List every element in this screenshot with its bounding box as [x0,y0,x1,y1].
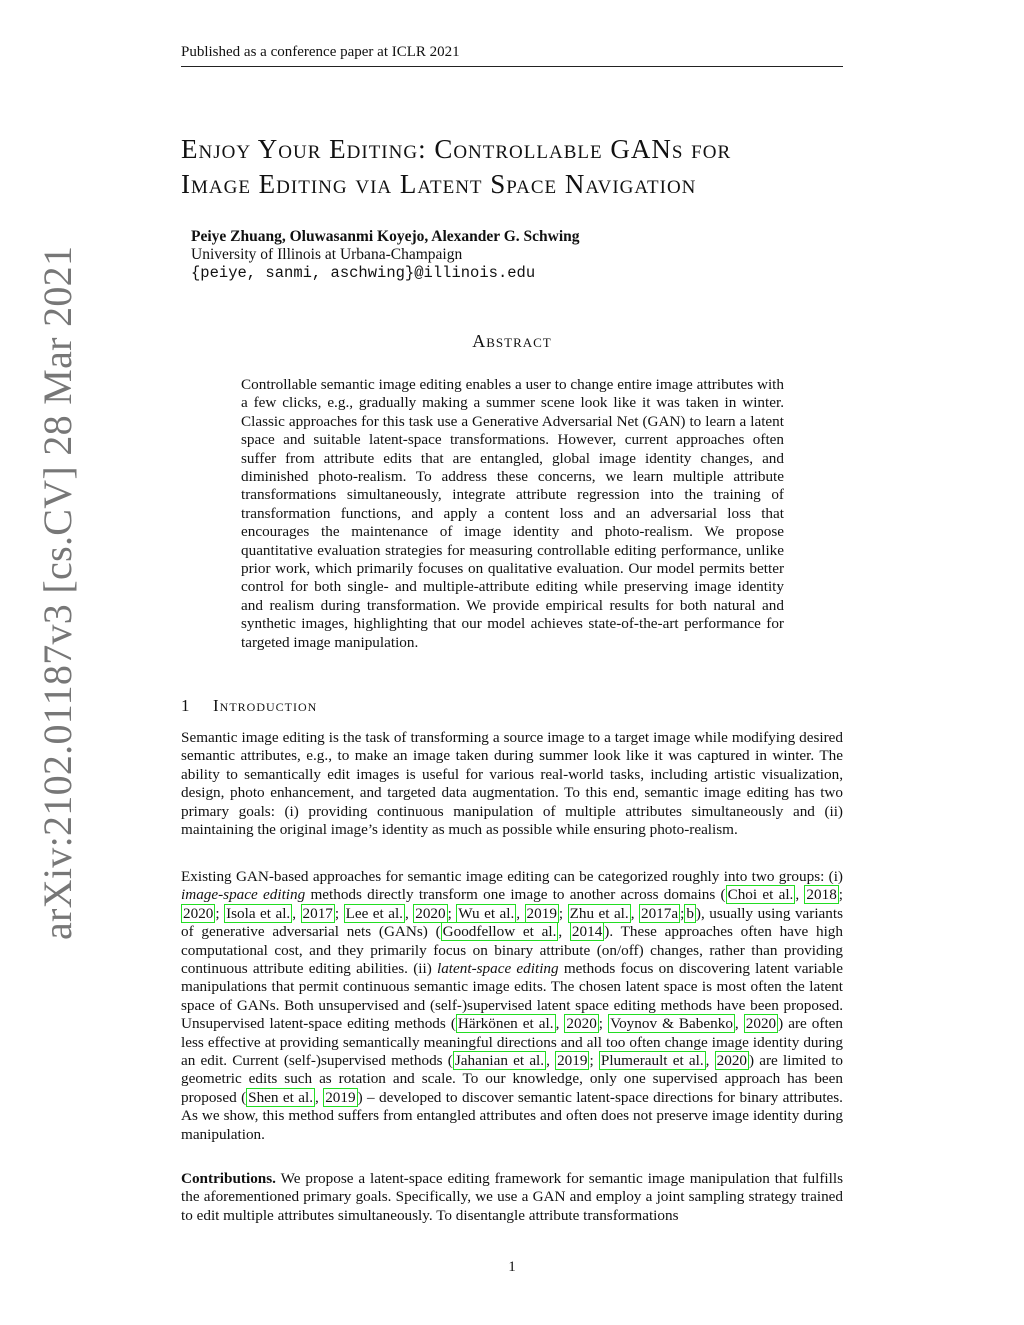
citation-link[interactable]: Jahanian et al. [454,1052,545,1070]
text-run: , [404,904,414,922]
citation-link[interactable]: 2019 [325,1088,356,1106]
citation-link[interactable]: Voynov & Babenko [610,1015,733,1033]
citation-link[interactable]: Härkönen et al. [457,1015,554,1033]
text-run: , [555,1015,565,1033]
citation-link[interactable]: Choi et al. [727,886,794,904]
emphasis: latent-space editing [436,960,559,978]
citation-link[interactable]: Shen et al. [248,1088,313,1106]
text-run: methods focus on discovering latent variable manipulations that permit continuous semantic image edits. The chosen latent space is most often the latent space of GANs. Both unsupervised and (self-)supervised latent space editing methods have been proposed. Unsupervised latent-space editing methods ( [181,960,844,1033]
text-run: , [705,1052,715,1070]
text-run: ) – developed to discover semantic latent-space directions for binary attributes. As we show, this method suffers from entangled attributes and often does not preserve image identity during manipulation. [181,1088,843,1143]
text-run: We propose a latent-space editing framework for semantic image manipulation that fulfills the aforementioned primary goals. Specifically, we use a GAN and employ a joint sampling strategy trained to edit multiple attributes simultaneously. To disentangle attribute transformations [181,1170,843,1224]
text-run: ) are often less effective at providing semantically meaningful directions and all too often change image identity during an edit. Current (self-)supervised methods ( [181,1015,844,1070]
citation-link[interactable]: 2018 [806,886,837,904]
intro-paragraph-2 [181,868,843,1144]
citation-link[interactable]: Plumerault et al. [600,1052,704,1070]
citation-link[interactable]: 2020 [415,904,446,922]
abstract-heading: Abstract [472,331,552,351]
section-title: Introduction [213,696,318,715]
page-number: 1 [508,1259,516,1275]
intro-paragraph-1: Semantic image editing is the task of transforming a source image to a target image while modifying desired semantic attributes, e.g., to make an image taken during summer look like it was captured in winter. The ability to semantically edit images is useful for various real-world tasks, including artistic visualization, design, photo enhancement, and targeted data augmentation. To this end, semantic image editing has two primary goals: (i) providing continuous manipulation of multiple attributes simultaneously and (ii) maintaining the original image’s identity as much as possible while ensuring photo-realism. [181,729,843,839]
text-run: ; [558,904,568,922]
text-run: , [630,904,639,922]
header-rule [181,66,843,67]
text-run: ; [680,904,685,922]
contributions-label: Contributions. [181,1170,276,1187]
citation-link[interactable]: 2019 [526,904,557,922]
citation-link[interactable]: Goodfellow et al. [442,923,557,941]
citation-link[interactable]: 2017a [640,904,679,922]
citation-link[interactable]: 2014 [571,923,603,941]
text-run: , [292,904,301,922]
text-run: , [546,1052,556,1070]
author-list: Peiye Zhuang, Oluwasanmi Koyejo, Alexander G. Schwing [191,228,580,245]
citation-link[interactable]: Wu et al. [458,904,515,922]
title-line-2: Image Editing via Latent Space Navigation [181,169,697,199]
citation-link[interactable]: 2020 [745,1015,777,1033]
text-run: ). These approaches often have high computational cost, and they primarily focus on binary attribute (on/off) changes, rather than providing continuous attribute editing abilities. (ii) [181,923,843,978]
text-run: , [516,904,525,922]
citation-link[interactable]: Isola et al. [226,904,291,922]
text-run: , [315,1088,324,1106]
citation-link[interactable]: 2017 [302,904,333,922]
intro-paragraph-contributions [181,1170,843,1225]
citation-link[interactable]: 2020 [183,904,214,922]
emphasis: image-space editing [181,886,306,904]
citation-link[interactable]: Zhu et al. [569,904,629,922]
text-run: Existing GAN-based approaches for semantic image editing can be categorized roughly into two groups: (i) [181,868,843,885]
text-run: ; [215,904,225,922]
text-run: methods directly transform one image to another across domains ( [305,886,726,904]
citation-link[interactable]: 2020 [566,1015,597,1033]
author-emails: {peiye, sanmi, aschwing}@illinois.edu [191,264,536,282]
text-run: , [795,886,805,904]
text-run: ; [589,1052,599,1070]
text-run: ) are limited to geometric edits such as rotation and scale. To our knowledge, only one supervised approach has been proposed ( [181,1052,844,1106]
text-run: ), usually using variants of generative adversarial nets (GANs) ( [181,904,844,941]
section-number: 1 [181,696,191,715]
citation-link[interactable]: b [686,904,694,922]
title-line-1: Enjoy Your Editing: Controllable GANs for [181,134,732,164]
text-run: , [734,1015,744,1033]
running-header: Published as a conference paper at ICLR 2021 [181,44,460,60]
paper-title [181,132,861,202]
citation-link[interactable]: 2019 [557,1052,588,1070]
text-run: ; [598,1015,609,1033]
citation-link[interactable]: 2020 [716,1052,747,1070]
section-heading-introduction [181,696,317,716]
abstract-body: Controllable semantic image editing enables a user to change entire image attributes with a few clicks, e.g., gradually making a summer scene look like it was taken in winter. Classic approaches for this task use a Generative Adversarial Net (GAN) to learn a latent space and suitable latent-space transformations. However, current approaches often suffer from attribute edits that are entangled, global image identity changes, and diminished photo-realism. To address these concerns, we learn multiple attribute transformations simultaneously, integrate attribute regression into the training of transformation functions, and apply a content loss and an adversarial loss that encourages the maintenance of image identity and photo-realism. We propose quantitative evaluation strategies for measuring controllable editing performance, unlike prior work, which primarily focuses on qualitative evaluation. Our model permits better control for both single- and multiple-attribute editing while preserving image identity and realism during transformation. We provide empirical results for both natural and synthetic images, highlighting that our model achieves state-of-the-art performance for targeted image manipulation. [241,376,784,651]
arxiv-stamp: arXiv:2102.01187v3 [cs.CV] 28 Mar 2021 [35,245,80,940]
citation-link[interactable]: Lee et al. [345,904,403,922]
text-run: ; [447,904,457,922]
text-run: , [558,923,570,941]
affiliation: University of Illinois at Urbana-Champaign [191,246,463,263]
text-run: ; [838,886,844,904]
text-run: ; [334,904,344,922]
